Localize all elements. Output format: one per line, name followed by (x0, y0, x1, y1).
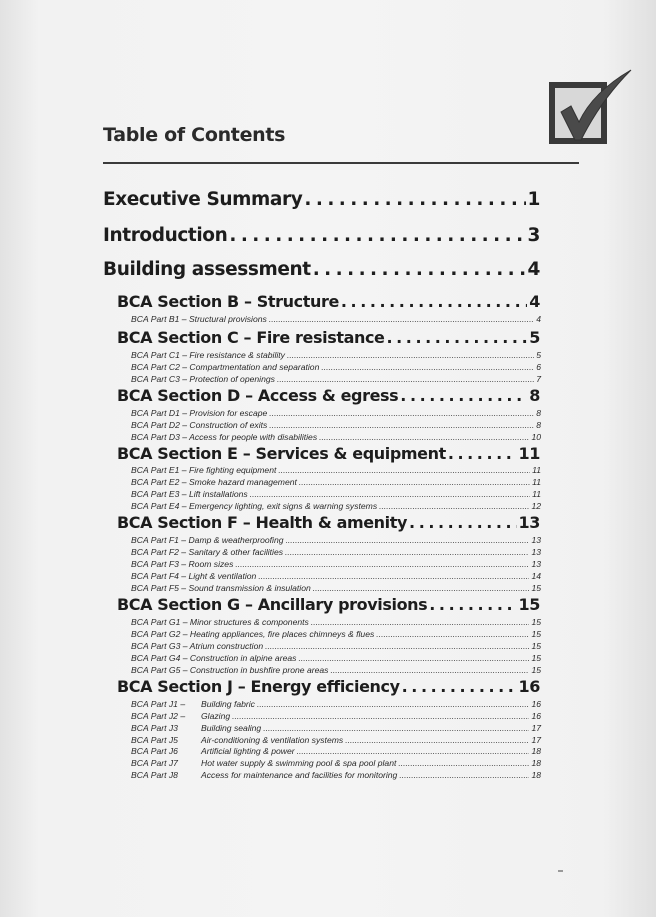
toc-part-g3[interactable] (131, 641, 541, 651)
toc-part-f3[interactable] (131, 559, 541, 569)
toc-part-j7[interactable] (131, 758, 541, 768)
toc-part-f2[interactable] (131, 547, 541, 557)
toc-part-title: BCA Part D2 – Construction of exits (131, 420, 268, 430)
toc-entry-building-assessment[interactable] (103, 259, 540, 280)
toc-entry-title: Executive Summary (103, 189, 303, 210)
toc-part-j5[interactable] (131, 735, 541, 745)
toc-part-title: BCA Part D1 – Provision for escape (131, 408, 268, 418)
toc-section-title: BCA Section E – Services & equipment (117, 444, 446, 463)
toc-part-b1[interactable] (131, 314, 541, 324)
toc-part-page: 6 (536, 362, 541, 372)
toc-part-page: 13 (531, 547, 541, 557)
toc-part-title: BCA Part B1 – Structural provisions (131, 314, 267, 324)
toc-section-title: BCA Section B – Structure (117, 292, 339, 311)
toc-part-title: BCA Part E1 – Fire fighting equipment (131, 465, 277, 475)
toc-part-f1[interactable] (131, 535, 541, 545)
toc-part-page: 15 (531, 583, 541, 593)
toc-section-page: 16 (518, 677, 540, 696)
toc-part-g4[interactable] (131, 653, 541, 663)
toc-part-title: BCA Part G5 – Construction in bushfire prone areas (131, 665, 329, 675)
toc-section-page: 8 (529, 386, 540, 405)
toc-part-title: BCA Part F2 – Sanitary & other facilities (131, 547, 284, 557)
toc-part-g1[interactable] (131, 617, 541, 627)
toc-part-e3[interactable] (131, 489, 541, 499)
toc-part-label: BCA Part J5 (131, 735, 178, 745)
toc-entry-page: 4 (527, 259, 540, 280)
toc-part-j1[interactable] (131, 699, 541, 709)
toc-part-j8[interactable] (131, 770, 541, 780)
toc-part-title: BCA Part E3 – Lift installations (131, 489, 248, 499)
scan-speck (558, 870, 563, 872)
toc-section-d[interactable] (117, 386, 540, 405)
toc-section-e[interactable] (117, 444, 540, 463)
checkmark-box-icon (549, 82, 607, 144)
toc-section-page: 15 (518, 595, 540, 614)
toc-section-g[interactable] (117, 595, 540, 614)
toc-part-page: 11 (532, 465, 541, 475)
toc-part-c3[interactable] (131, 374, 541, 384)
toc-part-title: Glazing (201, 711, 231, 721)
toc-entry-title: Building assessment (103, 259, 311, 280)
toc-part-label: BCA Part J1 – (131, 699, 186, 709)
toc-part-f5[interactable] (131, 583, 541, 593)
page-title: Table of Contents (103, 124, 286, 146)
toc-part-label: BCA Part J3 (131, 723, 178, 733)
toc-part-title: BCA Part F3 – Room sizes (131, 559, 234, 569)
toc-part-c1[interactable] (131, 350, 541, 360)
toc-part-page: 4 (536, 314, 541, 324)
toc-part-f4[interactable] (131, 571, 541, 581)
toc-part-page: 13 (531, 535, 541, 545)
toc-part-label: BCA Part J6 (131, 746, 178, 756)
toc-part-page: 15 (531, 665, 541, 675)
toc-part-label: BCA Part J8 (131, 770, 178, 780)
toc-section-page: 11 (518, 444, 540, 463)
toc-part-page: 7 (536, 374, 541, 384)
toc-part-j3[interactable] (131, 723, 541, 733)
toc-part-d1[interactable] (131, 408, 541, 418)
toc-part-title: BCA Part G3 – Atrium construction (131, 641, 264, 651)
toc-part-title: BCA Part C3 – Protection of openings (131, 374, 275, 384)
toc-part-g2[interactable] (131, 629, 541, 639)
toc-part-e4[interactable] (131, 501, 541, 511)
toc-part-page: 11 (532, 477, 541, 487)
toc-part-j2[interactable] (131, 711, 541, 721)
toc-part-page: 18 (531, 770, 541, 780)
toc-part-page: 17 (531, 723, 541, 733)
toc-part-c2[interactable] (131, 362, 541, 372)
toc-section-page: 5 (529, 328, 540, 347)
toc-section-page: 13 (518, 513, 540, 532)
toc-part-title: BCA Part C1 – Fire resistance & stability (131, 350, 285, 360)
toc-part-page: 15 (531, 629, 541, 639)
toc-part-page: 18 (531, 758, 541, 768)
toc-entry-executive-summary[interactable] (103, 189, 540, 210)
toc-entry-page: 3 (527, 225, 540, 246)
toc-part-j6[interactable] (131, 746, 541, 756)
toc-entry-introduction[interactable] (103, 225, 540, 246)
toc-part-title: Building fabric (201, 699, 255, 709)
toc-part-title: Hot water supply & swimming pool & spa pool plant (201, 758, 397, 768)
toc-part-label: BCA Part J2 – (131, 711, 186, 721)
toc-part-page: 8 (536, 408, 541, 418)
toc-part-title: BCA Part G1 – Minor structures & components (131, 617, 309, 627)
toc-part-page: 12 (531, 501, 541, 511)
toc-part-d2[interactable] (131, 420, 541, 430)
toc-part-g5[interactable] (131, 665, 541, 675)
toc-part-title: BCA Part F4 – Light & ventilation (131, 571, 257, 581)
toc-section-page: 4 (529, 292, 540, 311)
toc-part-page: 11 (532, 489, 541, 499)
toc-part-page: 15 (531, 641, 541, 651)
toc-part-title: BCA Part F1 – Damp & weatherproofing (131, 535, 284, 545)
toc-part-page: 5 (536, 350, 541, 360)
toc-section-title: BCA Section C – Fire resistance (117, 328, 385, 347)
toc-part-page: 15 (531, 617, 541, 627)
toc-part-title: BCA Part G2 – Heating appliances, fire places chimneys & flues (131, 629, 375, 639)
toc-part-title: BCA Part F5 – Sound transmission & insulation (131, 583, 311, 593)
toc-section-f[interactable] (117, 513, 540, 532)
toc-part-title: Access for maintenance and facilities for monitoring (201, 770, 398, 780)
toc-section-title: BCA Section F – Health & amenity (117, 513, 408, 532)
toc-part-page: 10 (531, 432, 541, 442)
toc-entry-page: 1 (527, 189, 540, 210)
toc-part-e1[interactable] (131, 465, 541, 475)
toc-section-b[interactable] (117, 292, 540, 311)
toc-part-page: 17 (531, 735, 541, 745)
toc-part-title: BCA Part E4 – Emergency lighting, exit signs & warning systems (131, 501, 378, 511)
toc-part-title: Artificial lighting & power (201, 746, 295, 756)
toc-part-page: 16 (531, 711, 541, 721)
toc-part-page: 18 (531, 746, 541, 756)
toc-part-page: 15 (531, 653, 541, 663)
toc-part-page: 13 (531, 559, 541, 569)
toc-part-title: BCA Part D3 – Access for people with disabilities (131, 432, 318, 442)
title-divider (103, 162, 579, 164)
toc-part-page: 8 (536, 420, 541, 430)
toc-part-e2[interactable] (131, 477, 541, 487)
toc-part-page: 16 (531, 699, 541, 709)
toc-part-title: Air-conditioning & ventilation systems (201, 735, 344, 745)
toc-section-title: BCA Section D – Access & egress (117, 386, 399, 405)
toc-part-page: 14 (531, 571, 541, 581)
toc-section-c[interactable] (117, 328, 540, 347)
toc-entry-title: Introduction (103, 225, 228, 246)
toc-section-title: BCA Section J – Energy efficiency (117, 677, 400, 696)
toc-part-title: BCA Part E2 – Smoke hazard management (131, 477, 297, 487)
toc-part-d3[interactable] (131, 432, 541, 442)
toc-part-label: BCA Part J7 (131, 758, 178, 768)
toc-part-title: BCA Part C2 – Compartmentation and separation (131, 362, 320, 372)
toc-section-title: BCA Section G – Ancillary provisions (117, 595, 428, 614)
toc-part-title: BCA Part G4 – Construction in alpine areas (131, 653, 297, 663)
toc-section-j[interactable] (117, 677, 540, 696)
toc-part-title: Building sealing (201, 723, 262, 733)
